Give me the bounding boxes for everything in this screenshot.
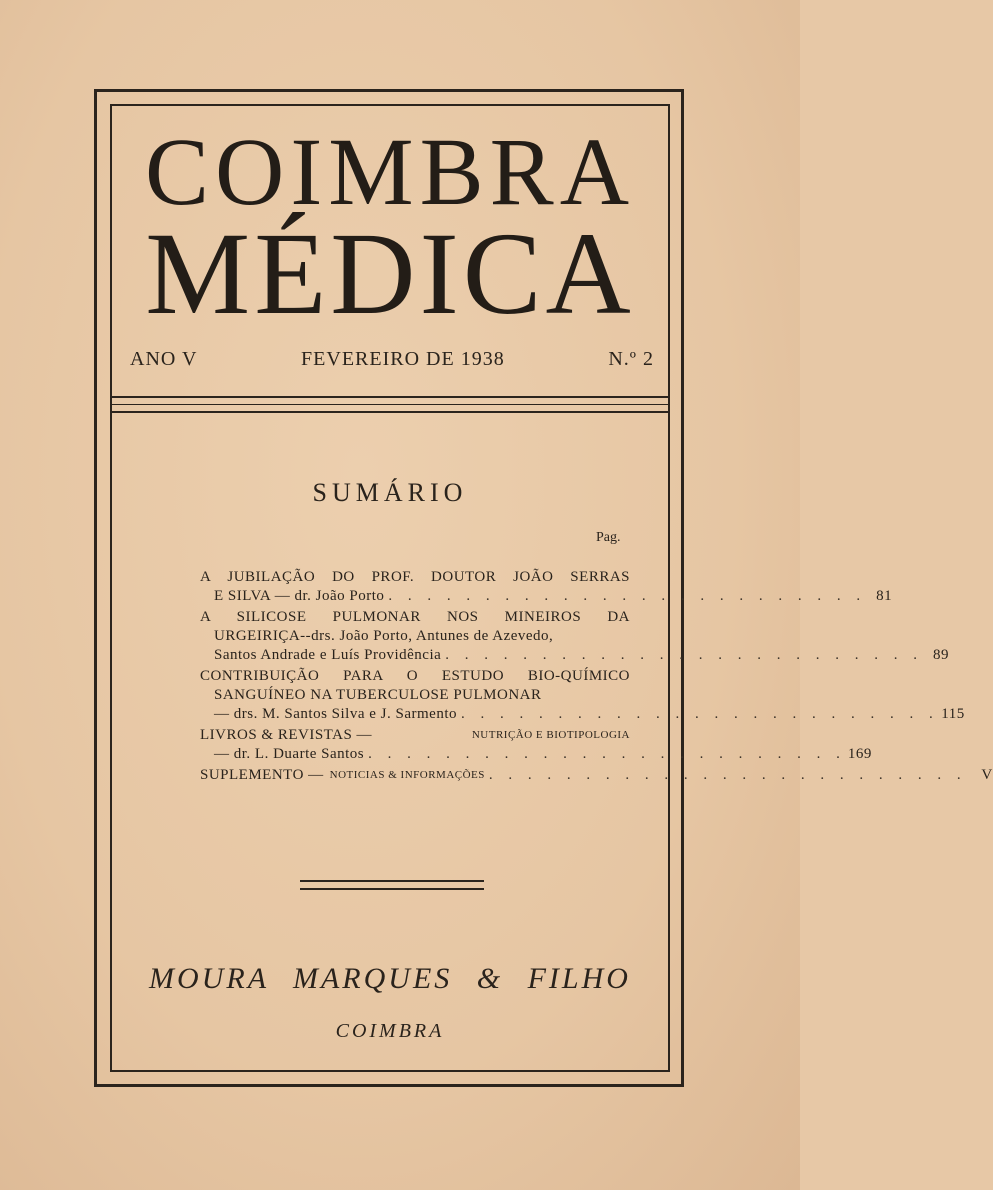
toc-entry-title: A JUBILAÇÃO DO PROF. DOUTOR JOÃO SERRAS bbox=[200, 569, 630, 585]
toc-entry bbox=[200, 726, 872, 764]
toc-entry-title: A SILICOSE PULMONAR NOS MINEIROS DA bbox=[200, 609, 630, 625]
journal-title-line1: COIMBRA bbox=[144, 118, 636, 225]
toc-entry-title: SUPLEMENTO — bbox=[200, 767, 324, 783]
toc-entry-title: Santos Andrade e Luís Providência bbox=[214, 647, 442, 663]
toc-entry-title: LIVROS & REVISTAS — bbox=[200, 727, 373, 743]
issue-info bbox=[130, 346, 654, 372]
toc-entry-subtitle: NOTICIAS & INFORMAÇÕES bbox=[329, 769, 485, 781]
toc-page-number: 89 bbox=[933, 647, 950, 663]
toc-entry-title: — dr. L. Duarte Santos bbox=[214, 746, 365, 762]
toc-page-number: 115 bbox=[941, 706, 965, 722]
toc-entry-title: E SILVA — dr. João Porto bbox=[214, 588, 385, 604]
toc-entry-title: — drs. M. Santos Silva e J. Sarmento bbox=[214, 706, 457, 722]
leader-dots: . . . . . . . . . . . . . . . . . . . . . . . . . bbox=[388, 588, 867, 604]
publisher-city: COIMBRA bbox=[335, 1020, 445, 1042]
divider-rule bbox=[112, 396, 668, 398]
leader-dots: . . . . . . . . . . . . . . . . . . . . . . . . . bbox=[488, 767, 967, 783]
issue-number: N.º 2 bbox=[608, 347, 654, 370]
journal-title-line2: MÉDICA bbox=[145, 208, 635, 339]
toc-entry-title: SANGUÍNEO NA TUBERCULOSE PULMONAR bbox=[214, 687, 542, 703]
leader-dots: . . . . . . . . . . . . . . . . . . . . . . . . . bbox=[461, 706, 939, 722]
toc-page-number: 81 bbox=[876, 588, 893, 604]
toc-page-number: 169 bbox=[847, 746, 872, 762]
table-of-contents bbox=[200, 568, 993, 787]
toc-entry-title: URGEIRIÇA--drs. João Porto, Antunes de Azevedo, bbox=[214, 628, 554, 644]
toc-entry bbox=[200, 667, 965, 724]
issue-date: FEVEREIRO DE 1938 bbox=[301, 347, 505, 370]
toc-entry-subtitle: NUTRIÇÃO E BIOTIPOLOGIA bbox=[471, 729, 630, 741]
toc-entry bbox=[200, 608, 950, 665]
toc-entry bbox=[200, 766, 993, 785]
toc-entry-title: CONTRIBUIÇÃO PARA O ESTUDO BIO-QUÍMICO bbox=[200, 668, 630, 684]
toc-entry bbox=[200, 568, 893, 606]
divider-rule bbox=[112, 404, 668, 405]
issue-year: ANO V bbox=[130, 347, 198, 370]
divider-rule bbox=[112, 411, 668, 413]
summary-heading: SUMÁRIO bbox=[312, 478, 468, 507]
leader-dots: . . . . . . . . . . . . . . . . . . . . . . . . . bbox=[368, 746, 846, 762]
leader-dots: . . . . . . . . . . . . . . . . . . . . . . . . . bbox=[445, 647, 924, 663]
publisher-name: MOURA MARQUES & FILHO bbox=[149, 962, 631, 995]
toc-page-number: V bbox=[981, 767, 993, 783]
ornament-rule bbox=[300, 888, 484, 890]
page-column-label: Pag. bbox=[596, 530, 621, 545]
ornament-rule bbox=[300, 880, 484, 882]
